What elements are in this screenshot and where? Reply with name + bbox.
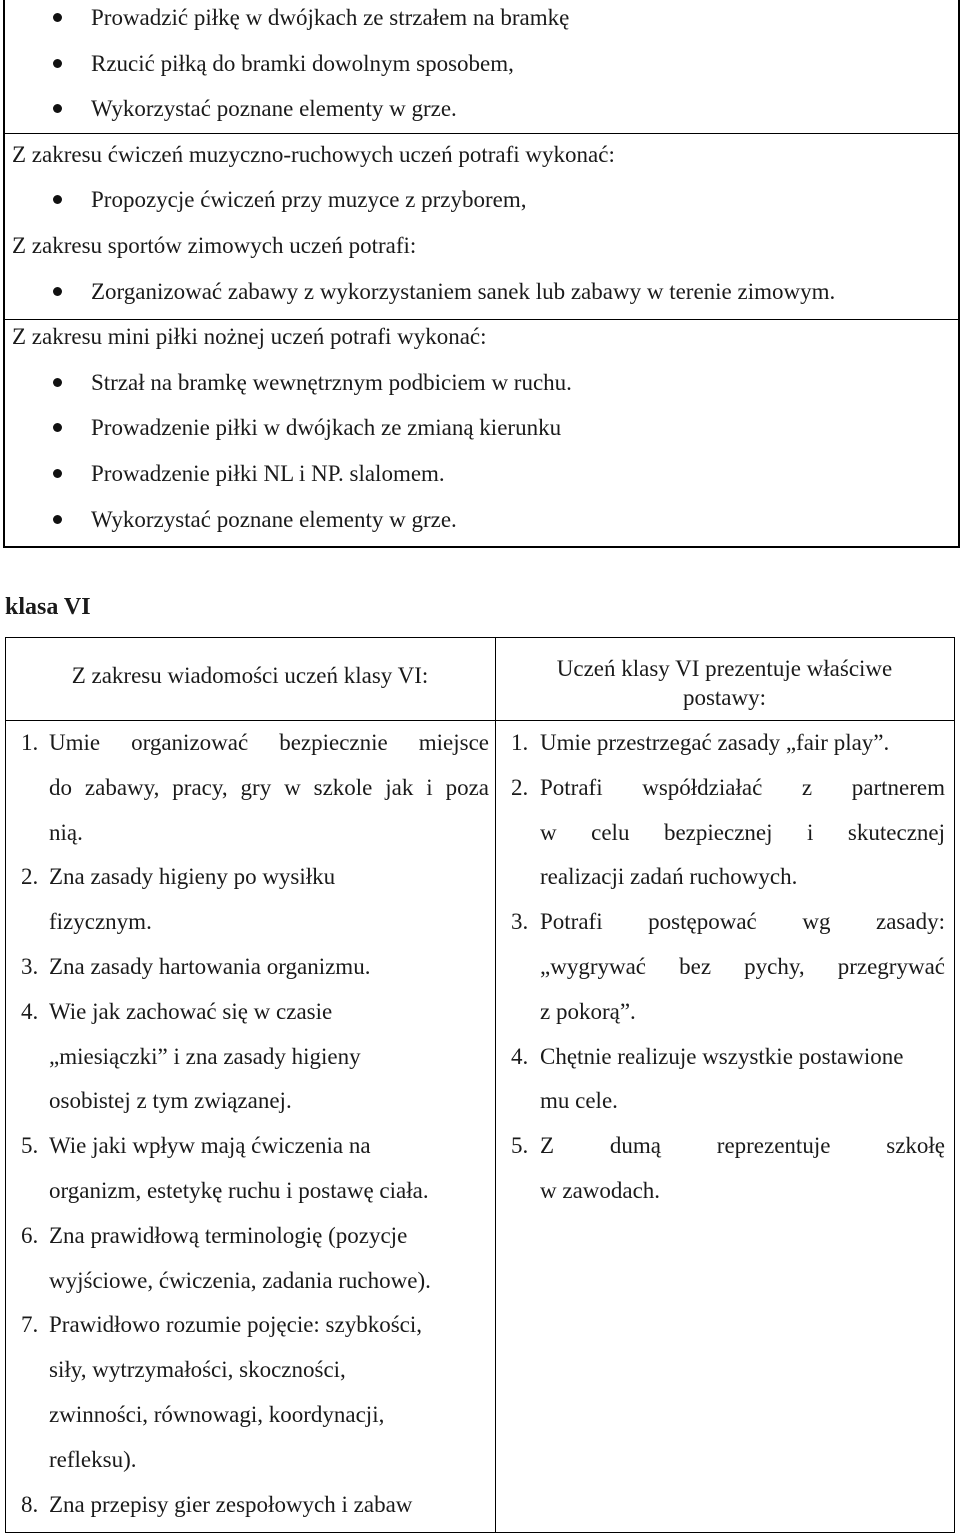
list-line-text: „wygrywać bez pychy, przegrywać xyxy=(540,954,945,979)
list-line-text: Umie przestrzegać zasady „fair play”. xyxy=(540,730,890,755)
bullet-text: Wykorzystać poznane elementy w grze. xyxy=(91,96,457,121)
list-line-text: Potrafi postępować wg zasady: xyxy=(540,909,945,934)
bullet-dot-icon xyxy=(53,423,62,432)
list-number: 7. xyxy=(21,1312,39,1337)
subsection-heading: Z zakresu sportów zimowych uczeń potrafi: xyxy=(12,233,417,258)
bullet-item xyxy=(53,414,933,442)
table-right-border xyxy=(954,637,955,1533)
list-number: 5. xyxy=(21,1133,39,1158)
table-header-border xyxy=(5,720,955,721)
section-title: klasa VI xyxy=(5,594,91,620)
table-middle-border xyxy=(495,637,496,1533)
bullet-text: Prowadzenie piłki w dwójkach ze zmianą kierunku xyxy=(91,415,562,440)
list-number: 3. xyxy=(511,909,529,934)
bullet-item xyxy=(53,95,933,123)
list-number: 2. xyxy=(21,864,39,889)
bullet-dot-icon xyxy=(53,287,62,296)
bullet-text: Prowadzenie piłki NL i NP. slalomem. xyxy=(91,461,445,486)
list-line-text: zwinności, równowagi, koordynacji, xyxy=(49,1402,385,1427)
table-top-border xyxy=(5,637,955,638)
list-line-text: nią. xyxy=(49,820,83,845)
bullet-text: Rzucić piłką do bramki dowolnym sposobem, xyxy=(91,51,514,76)
bullet-item xyxy=(53,506,933,534)
bullet-text: Zorganizować zabawy z wykorzystaniem sanek lub zabawy w terenie zimowym. xyxy=(91,279,836,304)
list-number: 1. xyxy=(511,730,529,755)
list-line-text: Zna zasady hartowania organizmu. xyxy=(49,954,371,979)
bullet-item xyxy=(53,4,933,32)
bullet-text: Prowadzić piłkę w dwójkach ze strzałem na bramkę xyxy=(91,5,570,30)
bullet-text: Strzał na bramkę wewnętrznym podbiciem w ruchu. xyxy=(91,370,572,395)
list-number: 1. xyxy=(21,730,39,755)
list-line-text: do zabawy, pracy, gry w szkole jak i poza xyxy=(49,775,489,800)
list-number: 5. xyxy=(511,1133,529,1158)
list-line-text: Prawidłowo rozumie pojęcie: szybkości, xyxy=(49,1312,423,1337)
list-line-text: „miesiączki” i zna zasady higieny xyxy=(49,1044,361,1069)
list-line-text: mu cele. xyxy=(540,1088,618,1113)
list-line-text: Potrafi współdziałać z partnerem xyxy=(540,775,945,800)
right-column-header-line-1: Uczeń klasy VI prezentuje właściwe xyxy=(556,656,893,681)
bullet-item xyxy=(53,369,933,397)
list-line-text: Zna przepisy gier zespołowych i zabaw xyxy=(49,1492,413,1517)
list-line-text: z pokorą”. xyxy=(540,999,636,1024)
bullet-text: Propozycje ćwiczeń przy muzyce z przyborem, xyxy=(91,187,527,212)
list-number: 4. xyxy=(511,1044,529,1069)
list-number: 2. xyxy=(511,775,529,800)
left-column-header: Z zakresu wiadomości uczeń klasy VI: xyxy=(71,663,429,688)
bullet-item xyxy=(53,186,933,214)
bullet-dot-icon xyxy=(53,59,62,68)
list-number: 8. xyxy=(21,1492,39,1517)
right-column-header-line-2: postawy: xyxy=(682,685,767,710)
list-number: 4. xyxy=(21,999,39,1024)
list-line-text: osobistej z tym związanej. xyxy=(49,1088,292,1113)
bullet-item xyxy=(53,460,933,488)
bullet-dot-icon xyxy=(53,195,62,204)
list-number: 6. xyxy=(21,1223,39,1248)
list-line-text: w zawodach. xyxy=(540,1178,661,1203)
bullet-dot-icon xyxy=(53,13,62,22)
bullet-dot-icon xyxy=(53,515,62,524)
top-box-divider-1 xyxy=(3,133,958,134)
list-line-text: siły, wytrzymałości, skoczności, xyxy=(49,1357,346,1382)
bullet-item xyxy=(53,278,933,306)
list-number: 3. xyxy=(21,954,39,979)
list-line-text: fizycznym. xyxy=(49,909,152,934)
bullet-item xyxy=(53,50,933,78)
list-line-text: Zna zasady higieny po wysiłku xyxy=(49,864,336,889)
table-left-border xyxy=(5,637,6,1533)
list-line-text: Chętnie realizuje wszystkie postawione xyxy=(540,1044,904,1069)
list-line-text: wyjściowe, ćwiczenia, zadania ruchowe). xyxy=(49,1268,431,1293)
table-bottom-border xyxy=(5,1532,955,1533)
bullet-dot-icon xyxy=(53,378,62,387)
top-box-divider-2 xyxy=(3,319,958,320)
list-line-text: Z dumą reprezentuje szkołę xyxy=(540,1133,945,1158)
list-line-text: Wie jak zachować się w czasie xyxy=(49,999,333,1024)
subsection-heading: Z zakresu ćwiczeń muzyczno-ruchowych uczeń potrafi wykonać: xyxy=(12,142,615,167)
list-line-text: organizm, estetykę ruchu i postawę ciała. xyxy=(49,1178,429,1203)
subsection-heading: Z zakresu mini piłki nożnej uczeń potrafi wykonać: xyxy=(12,324,487,349)
bullet-dot-icon xyxy=(53,104,62,113)
list-line-text: realizacji zadań ruchowych. xyxy=(540,864,798,889)
list-line-text: w celu bezpiecznej i skutecznej xyxy=(540,820,945,845)
bullet-text: Wykorzystać poznane elementy w grze. xyxy=(91,507,457,532)
list-line-text: Zna prawidłową terminologię (pozycje xyxy=(49,1223,408,1248)
bullet-dot-icon xyxy=(53,469,62,478)
list-line-text: refleksu). xyxy=(49,1447,137,1472)
list-line-text: Wie jaki wpływ mają ćwiczenia na xyxy=(49,1133,371,1158)
list-line-text: Umie organizować bezpiecznie miejsce xyxy=(49,730,489,755)
